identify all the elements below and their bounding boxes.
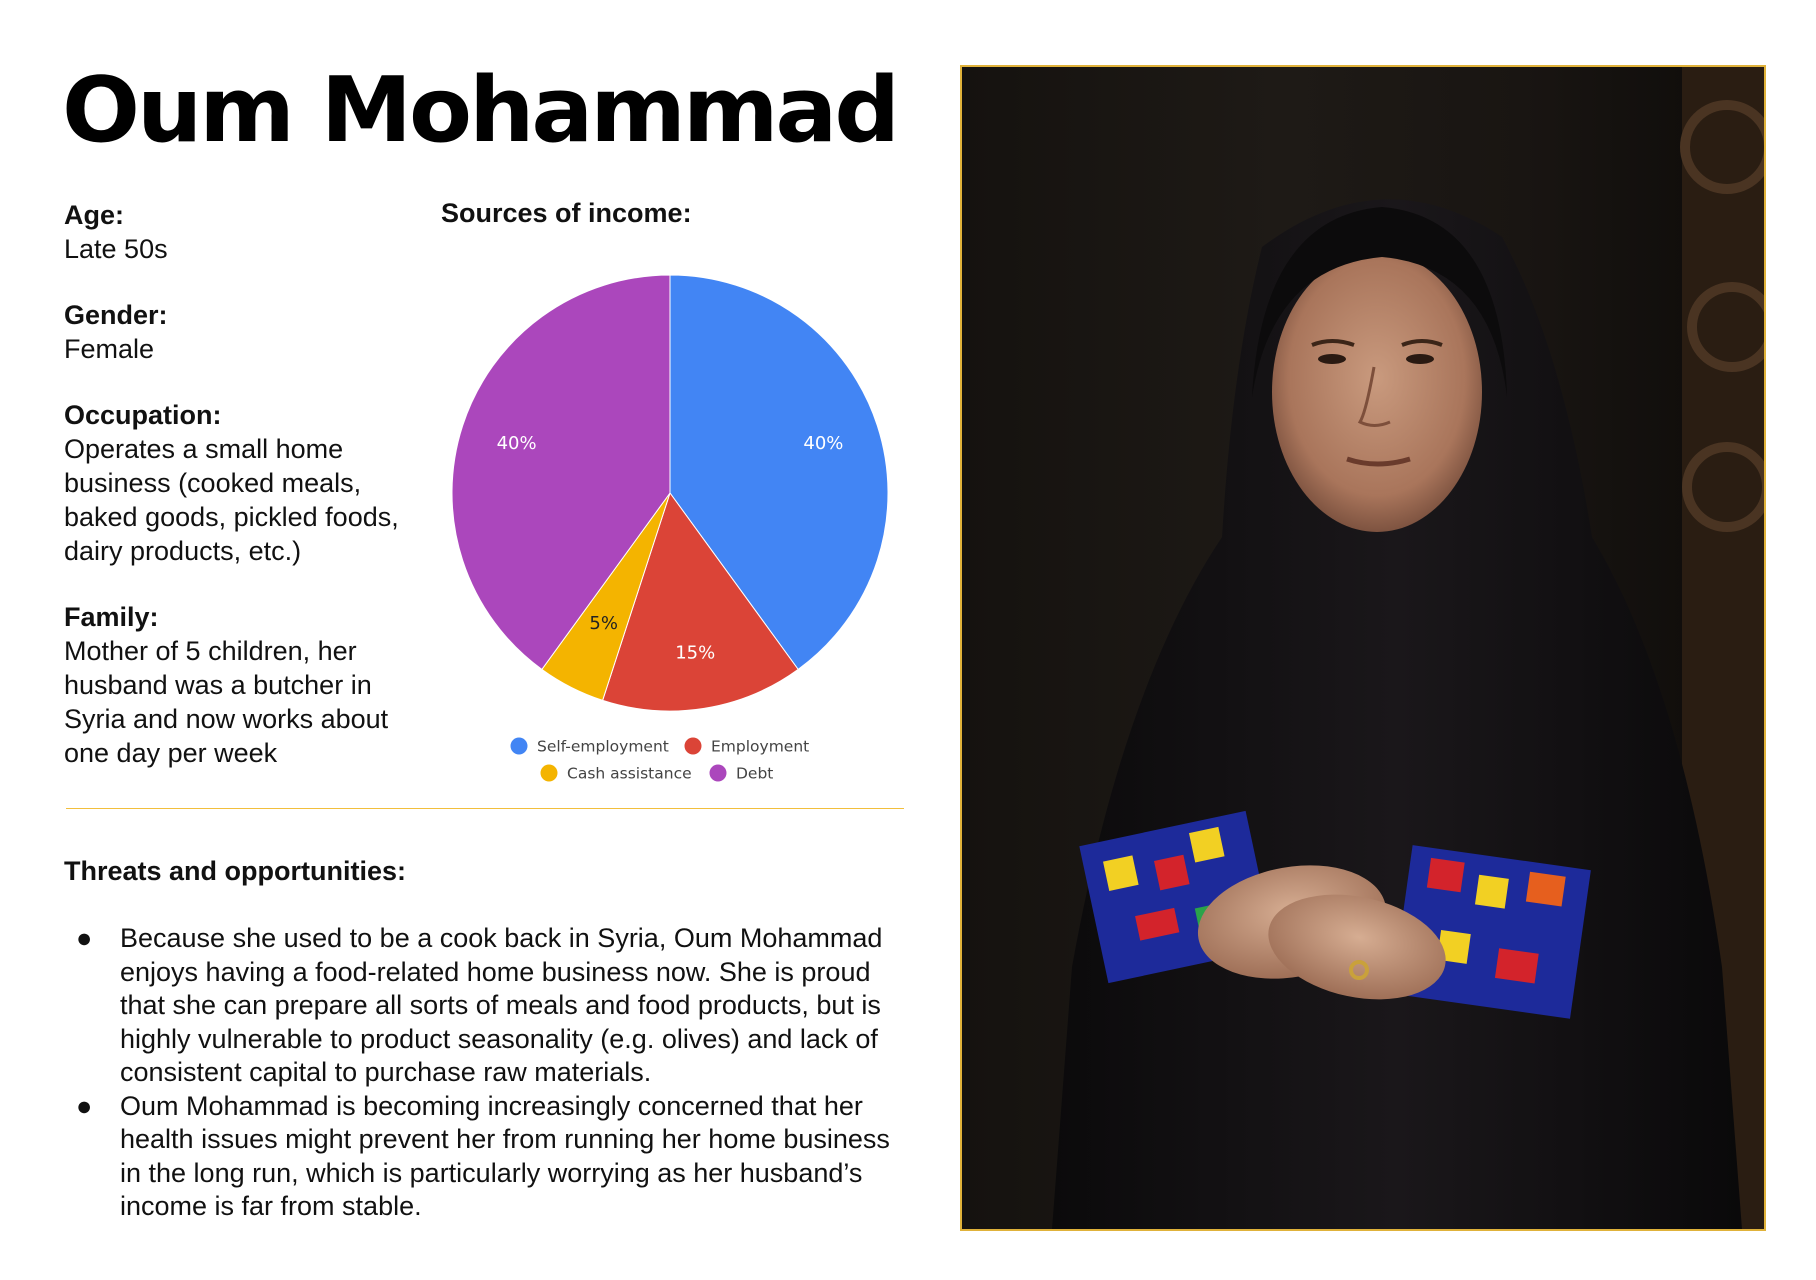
occupation-block — [64, 398, 424, 568]
age-value: Late 50s — [64, 234, 168, 264]
legend-label: Cash assistance — [567, 764, 692, 783]
chart-title: Sources of income: — [441, 198, 692, 228]
gender-block — [64, 298, 424, 366]
pie-data-label: 40% — [496, 433, 537, 455]
list-item — [64, 922, 904, 1090]
legend-swatch — [685, 738, 702, 755]
list-item-text: Because she used to be a cook back in Syria, Oum Mohammad enjoys having a food-related home business now. She is proud that she can prepare all sorts of meals and food products, but is highly vulnerable to product seasonality (e.g. olives) and lack of consistent capital to purchase raw materials. — [120, 923, 883, 1087]
portrait-illustration — [962, 67, 1764, 1229]
gender-label: Gender: — [64, 300, 168, 330]
legend-swatch — [541, 765, 558, 782]
list-item — [64, 1090, 904, 1224]
pie-data-label: 5% — [589, 613, 618, 635]
pie-data-label: 15% — [675, 642, 716, 664]
profile-info — [64, 198, 424, 802]
legend-swatch — [710, 765, 727, 782]
legend-swatch — [511, 738, 528, 755]
gender-value: Female — [64, 334, 155, 364]
family-value: Mother of 5 children, her husband was a butcher in Syria and now works about one day per week — [64, 636, 389, 768]
threats-heading: Threats and opportunities: — [64, 856, 407, 886]
list-item-text: Oum Mohammad is becoming increasingly concerned that her health issues might prevent her from running her home business in the long run, which is particularly worrying as her husband’s income is far from stable. — [120, 1090, 890, 1221]
legend-label: Self-employment — [537, 737, 669, 756]
legend-label: Employment — [711, 737, 810, 756]
portrait-photo — [960, 65, 1766, 1231]
bullet-icon: ● — [76, 923, 93, 953]
legend-label: Debt — [736, 764, 774, 783]
age-label: Age: — [64, 200, 124, 230]
family-label: Family: — [64, 602, 159, 632]
age-block — [64, 198, 424, 266]
occupation-value: Operates a small home business (cooked meals, baked goods, pickled foods, dairy products, etc.) — [64, 434, 399, 566]
bullet-icon: ● — [76, 1090, 93, 1121]
section-divider — [66, 808, 904, 809]
occupation-label: Occupation: — [64, 400, 222, 430]
page-title: Oum Mohammad — [62, 58, 897, 163]
pie-data-label: 40% — [803, 433, 844, 455]
family-block — [64, 600, 424, 770]
threats-list — [64, 922, 904, 1224]
income-pie-chart — [445, 268, 895, 788]
